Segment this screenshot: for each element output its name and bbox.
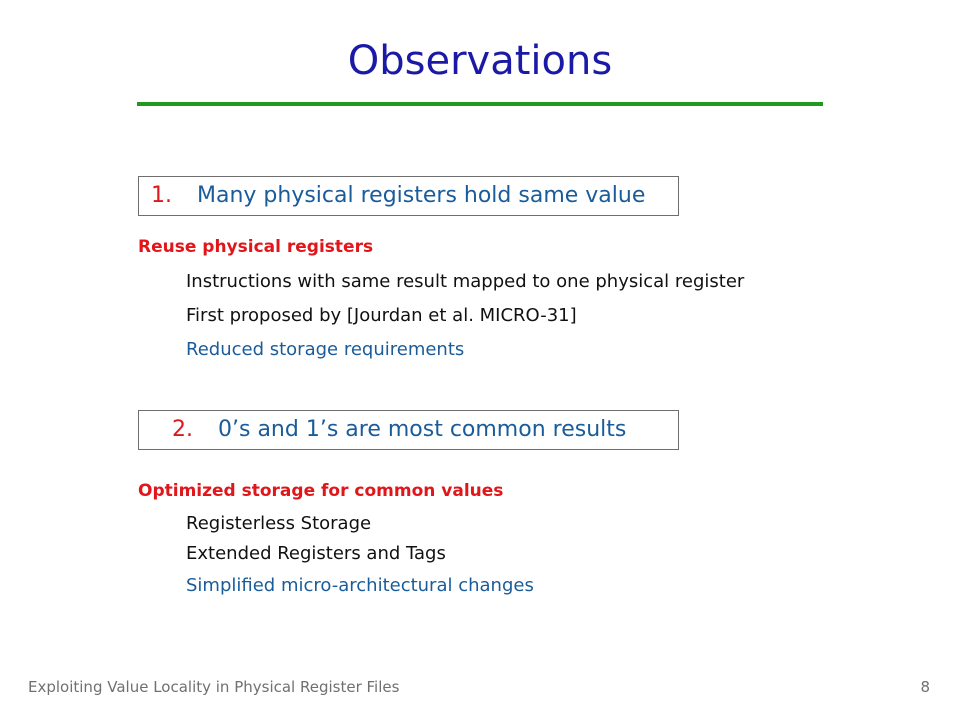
observation-1-heading: Reuse physical registers	[138, 237, 374, 257]
observation-2-text: 0’s and 1’s are most common results	[218, 417, 627, 442]
observation-2-heading: Optimized storage for common values	[138, 481, 504, 501]
slide-title: Observations	[347, 38, 613, 84]
observation-2-point-3: Simplified micro-architectural changes	[186, 575, 534, 596]
observation-1-point-3: Reduced storage requirements	[186, 339, 465, 360]
observation-2-box	[138, 410, 679, 450]
observation-1-box	[138, 176, 679, 216]
observation-2-point-2: Extended Registers and Tags	[186, 543, 446, 564]
observation-1-point-1: Instructions with same result mapped to one physical register	[186, 271, 745, 292]
observation-2-point-1: Registerless Storage	[186, 513, 372, 534]
title-underline	[137, 102, 823, 106]
page-number: 8	[920, 678, 930, 696]
observation-1-text: Many physical registers hold same value	[197, 183, 646, 208]
observation-1-point-2: First proposed by [Jourdan et al. MICRO-31]	[186, 305, 577, 326]
observation-2-number: 2.	[172, 417, 193, 442]
observation-1-number: 1.	[151, 183, 172, 208]
footer-text: Exploiting Value Locality in Physical Register Files	[28, 678, 400, 696]
